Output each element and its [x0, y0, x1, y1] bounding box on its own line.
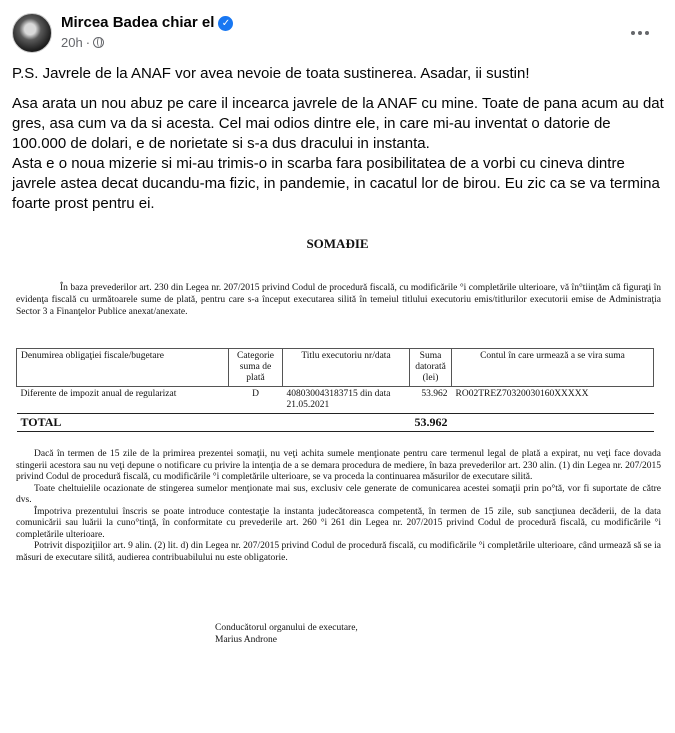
author-name-text[interactable]: Mircea Badea chiar el [61, 14, 215, 31]
table-header: Contul în care urmează a se vira suma [452, 349, 654, 387]
document-title: SOMAĐIE [306, 236, 369, 251]
table-total-row [17, 414, 654, 432]
post-paragraph: P.S. Javrele de la ANAF vor avea nevoie de toata sustinerea. Asadar, ii sustin! [12, 65, 530, 82]
meta-separator: · [85, 35, 91, 50]
post-header [10, 10, 665, 56]
globe-icon[interactable] [93, 37, 104, 48]
author-name[interactable] [61, 14, 233, 31]
table-header: Denumirea obligaţiei fiscale/bugetare [17, 349, 229, 387]
table-row [17, 387, 654, 414]
signature-name: Marius Androne [215, 635, 278, 645]
obligation-category: D [252, 389, 259, 399]
avatar[interactable] [12, 13, 52, 53]
document-paragraph: Potrivit dispoziţiilor art. 9 alin. (2) lit. d) din Legea nr. 207/2015 privind Codul de procedură fiscală, cu modificările °i completările ulterioare, când urmează să se ia măsuri de executare silită, audierea contribuabilului nu este obligatorie. [16, 541, 661, 563]
table-header-row [17, 349, 654, 387]
post-paragraph: Asta e o noua mizerie si mi-au trimis-o in scarba fara posibilitatea de a vorbi cu cineva dintre javrele astea decat ducandu-ma fizic, in pandemie, in cacatul lor de birou. Eu zic ca se va termina foarte prost pentru ei. [12, 155, 660, 212]
obligation-name: Diferente de impozit anual de regularizat [20, 389, 177, 399]
post-text [12, 64, 667, 224]
document-paragraph: Dacă în termen de 15 zile de la primirea prezentei somaţii, nu veţi achita sumele menţionate pentru care termenul legal de plată a expirat, nu veţi face dovada stingerii acestora sau nu veţi depune o notificare cu privire la intenţia de a se demara procedura de mediere, în baza prevederilor art. 230 alin. (1) din Legea nr. 207/2015 privind Codul de procedură fiscală, cu modificările °i completările ulterioare, se va proceda la continuarea măsurilor de executare silită. [16, 449, 661, 482]
obligation-account: RO02TREZ70320030160XXXXX [455, 389, 589, 399]
attached-document-image[interactable] [0, 225, 675, 733]
more-options-icon[interactable] [625, 18, 655, 48]
document-paragraph: Toate cheltuielile ocazionate de stingerea sumelor menţionate mai sus, exclusiv cele generate de comunicarea acestei somaţii prin po°tă, vor fi suportate de către dvs. [16, 483, 661, 505]
post-time[interactable]: 20h [61, 35, 83, 50]
total-label: TOTAL [17, 414, 229, 432]
table-header: Suma datorată (lei) [410, 349, 452, 387]
document-body [16, 449, 661, 564]
post-meta [61, 35, 104, 50]
verified-badge-icon: ✓ [218, 16, 233, 31]
table-header: Categorie suma de plată [229, 349, 283, 387]
obligation-title: 408030043183715 din data 21.05.2021 [286, 389, 391, 410]
obligation-amount: 53.962 [421, 389, 448, 399]
document-signature [215, 622, 358, 646]
total-value: 53.962 [410, 414, 452, 432]
post-paragraph: Asa arata un nou abuz pe care il incearca javrele de la ANAF cu mine. Toate de pana acum au dat gres, asa cum va da si acesta. Cel mai odios dintre ele, in care mi-au inventat o datorie de 100.000 de dolari, e de norietate si s-a dus dracului in instanta. [12, 95, 664, 152]
document-paragraph: Împotriva prezentului înscris se poate introduce contestaţie la instanta judecătoreasca competentă, în termen de 15 zile, sub sancţiunea decăderii, de la data comunicării sau luării la cuno°tinţă, în conformitate cu prevederile art. 260 °i 261 din Legea nr. 207/2015 privind Codul de procedură fiscală, cu modificările °i completările ulterioare. [16, 506, 661, 540]
table-header: Titlu executoriu nr/data [283, 349, 410, 387]
obligations-table [16, 348, 654, 432]
document-intro: În baza prevederilor art. 230 din Legea nr. 207/2015 privind Codul de procedură fiscală, cu modificările °i completările ulterioare, vă în°tiinţăm că figuraţi în evidenţa fiscală cu următoarele sume de plată, pentru care s-a început executarea silită în temeiul titlului executoriu emis/titlurilor executorii emise de Administraţia Sector 3 a Finanţelor Publice anexat/anexate. [16, 283, 661, 317]
signature-role: Conducătorul organului de executare, [215, 623, 358, 633]
